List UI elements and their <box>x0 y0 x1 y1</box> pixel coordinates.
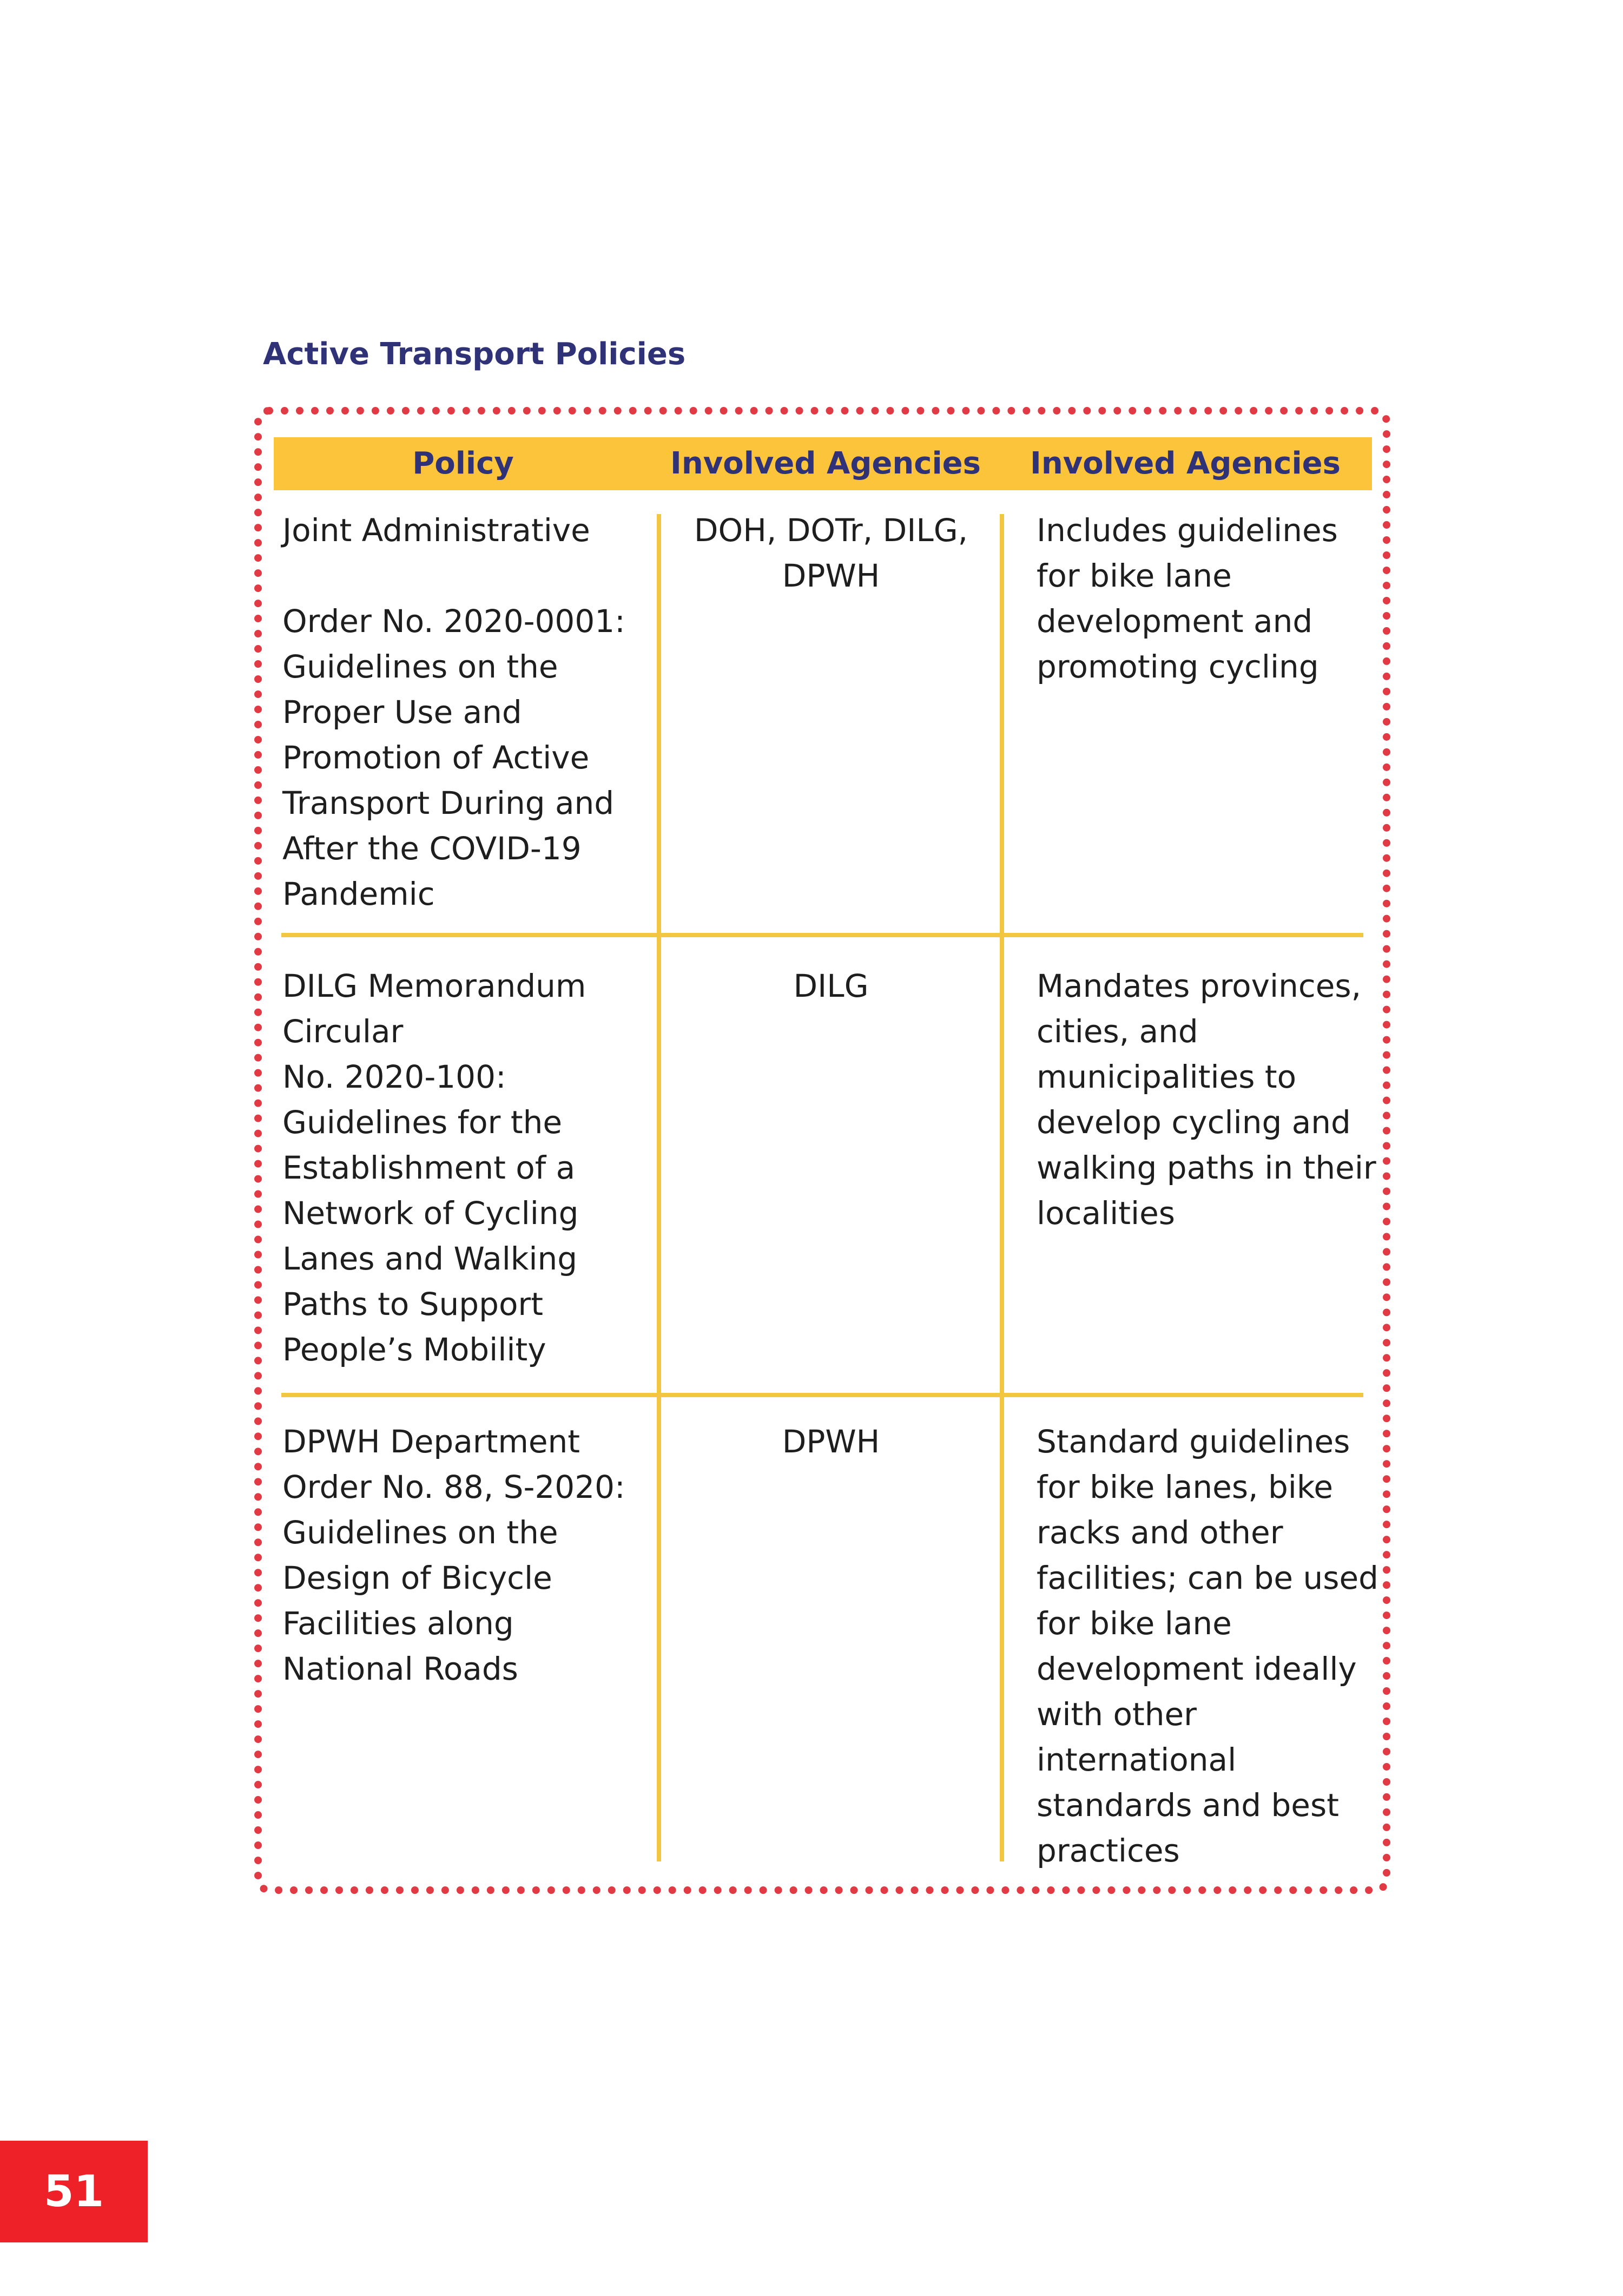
section-title: Active Transport Policies <box>263 337 686 372</box>
row-3-policy: DPWH Department Order No. 88, S-2020: Guidelines on the Design of Bicycle Facilities along National Roads <box>282 1423 625 1687</box>
row-3-agencies: DPWH <box>782 1423 880 1460</box>
row-2-description: Mandates provinces, cities, and municipalities to develop cycling and walking paths in their localities <box>1037 968 1376 1232</box>
row-3-description: Standard guidelines for bike lanes, bike racks and other facilities; can be used for bike lane development ideally with other international standards and best practices <box>1037 1423 1378 1869</box>
column-divider <box>1000 514 1004 1861</box>
row-1-agencies: DOH, DOTr, DILG, DPWH <box>694 512 968 594</box>
row-1-description: Includes guidelines for bike lane development and promoting cycling <box>1037 512 1338 685</box>
page-number-badge: 51 <box>0 2141 148 2242</box>
column-divider <box>657 514 661 1861</box>
header-involved-agencies: Involved Agencies <box>670 446 981 481</box>
row-divider <box>281 1393 1363 1397</box>
row-divider <box>281 933 1363 937</box>
row-2-agencies: DILG <box>793 968 869 1004</box>
table-header <box>274 437 1372 490</box>
header-description: Involved Agencies <box>1030 446 1341 481</box>
row-2-policy: DILG Memorandum Circular No. 2020-100: Guidelines for the Establishment of a Network of Cycling Lanes and Walking Paths to Support People’s Mobility <box>282 968 586 1368</box>
row-1-policy: Joint Administrative Order No. 2020-0001: Guidelines on the Proper Use and Promotion of Active Transport During and After the COVID-19 Pandemic <box>282 512 625 912</box>
header-policy: Policy <box>412 446 514 481</box>
